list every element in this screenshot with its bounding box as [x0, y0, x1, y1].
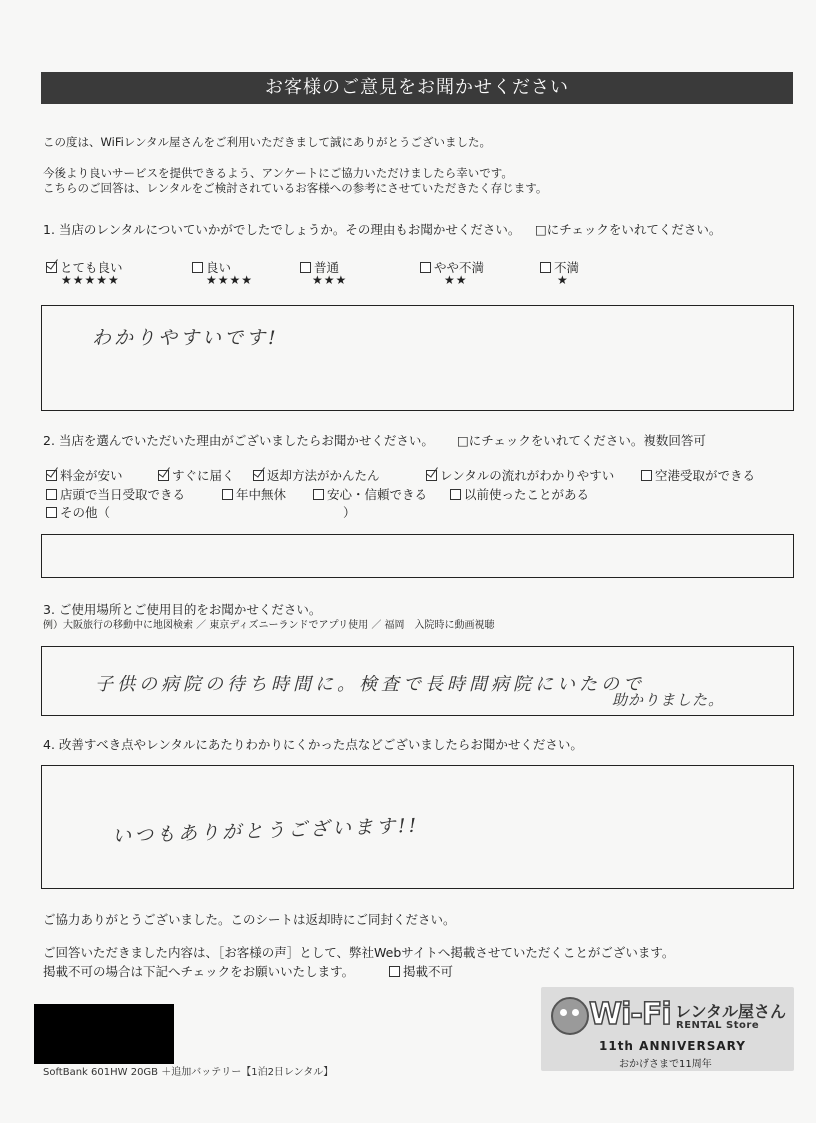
q1-stars-1: ★ [557, 273, 569, 287]
q1-answer-text: わかりやすいです! [92, 327, 279, 349]
q4-answer-text: いつもありがとうございます!! [111, 814, 420, 848]
q2-option-reliable[interactable]: 安心・信頼できる [313, 485, 427, 503]
q1-stars-3: ★★★ [312, 273, 348, 287]
redacted-block [34, 1004, 174, 1064]
checkbox-checked[interactable] [426, 470, 437, 481]
rental-info: SoftBank 601HW 20GB ＋追加バッテリー【1泊2日レンタル】 [43, 1067, 334, 1078]
checkbox[interactable] [641, 470, 652, 481]
q2-check-note: □にチェックをいれてください。複数回答可 [457, 433, 706, 448]
q1-option-average[interactable]: 普通 [300, 258, 339, 276]
no-publish-checkbox[interactable]: 掲載不可 [389, 962, 453, 980]
q1-answer-box[interactable] [41, 305, 794, 411]
q3-question: 3. ご使用場所とご使用目的をお聞かせください。 [43, 602, 322, 617]
checkbox-checked[interactable] [46, 470, 57, 481]
q2-option-easy-return[interactable]: 返却方法がかんたん [253, 466, 380, 484]
checkbox-checked[interactable] [253, 470, 264, 481]
q2-option-fast-delivery[interactable]: すぐに届く [158, 466, 235, 484]
q2-option-open-all-year[interactable]: 年中無休 [222, 485, 286, 503]
checkbox[interactable] [540, 262, 551, 273]
checkbox[interactable] [192, 262, 203, 273]
q2-option-airport-pickup[interactable]: 空港受取ができる [641, 466, 755, 484]
q1-question: 1. 当店のレンタルについていかがでしたでしょうか。その理由もお聞かせください。 [43, 222, 521, 237]
checkbox[interactable] [222, 489, 233, 500]
closing-thanks: ご協力ありがとうございました。このシートは返却時にご同封ください。 [43, 912, 456, 927]
q2-option-used-before[interactable]: 以前使ったことがある [450, 485, 589, 503]
q1-option-good[interactable]: 良い [192, 258, 231, 276]
q1-option-very-good[interactable]: とても良い [46, 258, 123, 276]
intro-line-2: 今後より良いサービスを提供できるよう、アンケートにご協力いただけましたら幸いです。 [43, 166, 513, 180]
q1-stars-2: ★★ [444, 273, 468, 287]
logo-shop-en: RENTAL Store [676, 1020, 760, 1031]
q2-option-other[interactable]: その他（ [46, 503, 110, 521]
mascot-icon [551, 997, 589, 1035]
wifi-rental-logo [541, 987, 794, 1071]
q3-answer-line-1: 子供の病院の待ち時間に。検査で長時間病院にいたので [95, 674, 645, 695]
q2-answer-box[interactable] [41, 534, 794, 578]
q1-option-dissatisfied[interactable]: 不満 [540, 258, 579, 276]
closing-notice-2: 掲載不可の場合は下記へチェックをお願いいたします。 [43, 964, 355, 979]
checkbox[interactable] [46, 489, 57, 500]
intro-line-1: この度は、WiFiレンタル屋さんをご利用いただきまして誠にありがとうございました。 [43, 135, 492, 149]
q2-option-easy-flow[interactable]: レンタルの流れがわかりやすい [426, 466, 614, 484]
logo-shop-name: レンタル屋さん [675, 1002, 786, 1021]
checkbox[interactable] [46, 507, 57, 518]
checkbox-checked[interactable] [158, 470, 169, 481]
checkbox[interactable] [420, 262, 431, 273]
q2-other-close-paren: ） [343, 505, 356, 520]
q2-question: 2. 当店を選んでいただいた理由がございましたらお聞かせください。 [43, 433, 434, 448]
checkbox[interactable] [313, 489, 324, 500]
q2-option-same-day-store[interactable]: 店頭で当日受取できる [46, 485, 185, 503]
q1-stars-4: ★★★★ [206, 273, 254, 287]
q4-question: 4. 改善すべき点やレンタルにあたりわかりにくかった点などございましたらお聞かせください。 [43, 737, 583, 752]
checkbox[interactable] [450, 489, 461, 500]
q1-option-somewhat-dissatisfied[interactable]: やや不満 [420, 258, 484, 276]
logo-anniversary: 11th ANNIVERSARY [599, 1039, 746, 1053]
checkbox[interactable] [300, 262, 311, 273]
logo-thanks: おかげさまで11周年 [619, 1059, 712, 1070]
q1-stars-5: ★★★★★ [61, 273, 120, 287]
intro-line-3: こちらのご回答は、レンタルをご検討されているお客様への参考にさせていただきたく存じます。 [43, 181, 548, 195]
q3-example: 例）大阪旅行の移動中に地図検索 ／ 東京ディズニーランドでアプリ使用 ／ 福岡 入院時に動画視聴 [43, 620, 495, 631]
closing-notice-1: ご回答いただきました内容は、［お客様の声］として、弊社Webサイトへ掲載させていただくことがございます。 [43, 945, 675, 960]
checkbox-checked[interactable] [46, 262, 57, 273]
q1-check-note: □にチェックをいれてください。 [535, 222, 722, 237]
q2-option-cheap[interactable]: 料金が安い [46, 466, 123, 484]
page-title: お客様のご意見をお聞かせください [41, 72, 793, 104]
logo-brand: Wi-Fi [589, 997, 671, 1032]
q3-answer-line-2: 助かりました。 [612, 691, 725, 709]
checkbox[interactable] [389, 966, 400, 977]
